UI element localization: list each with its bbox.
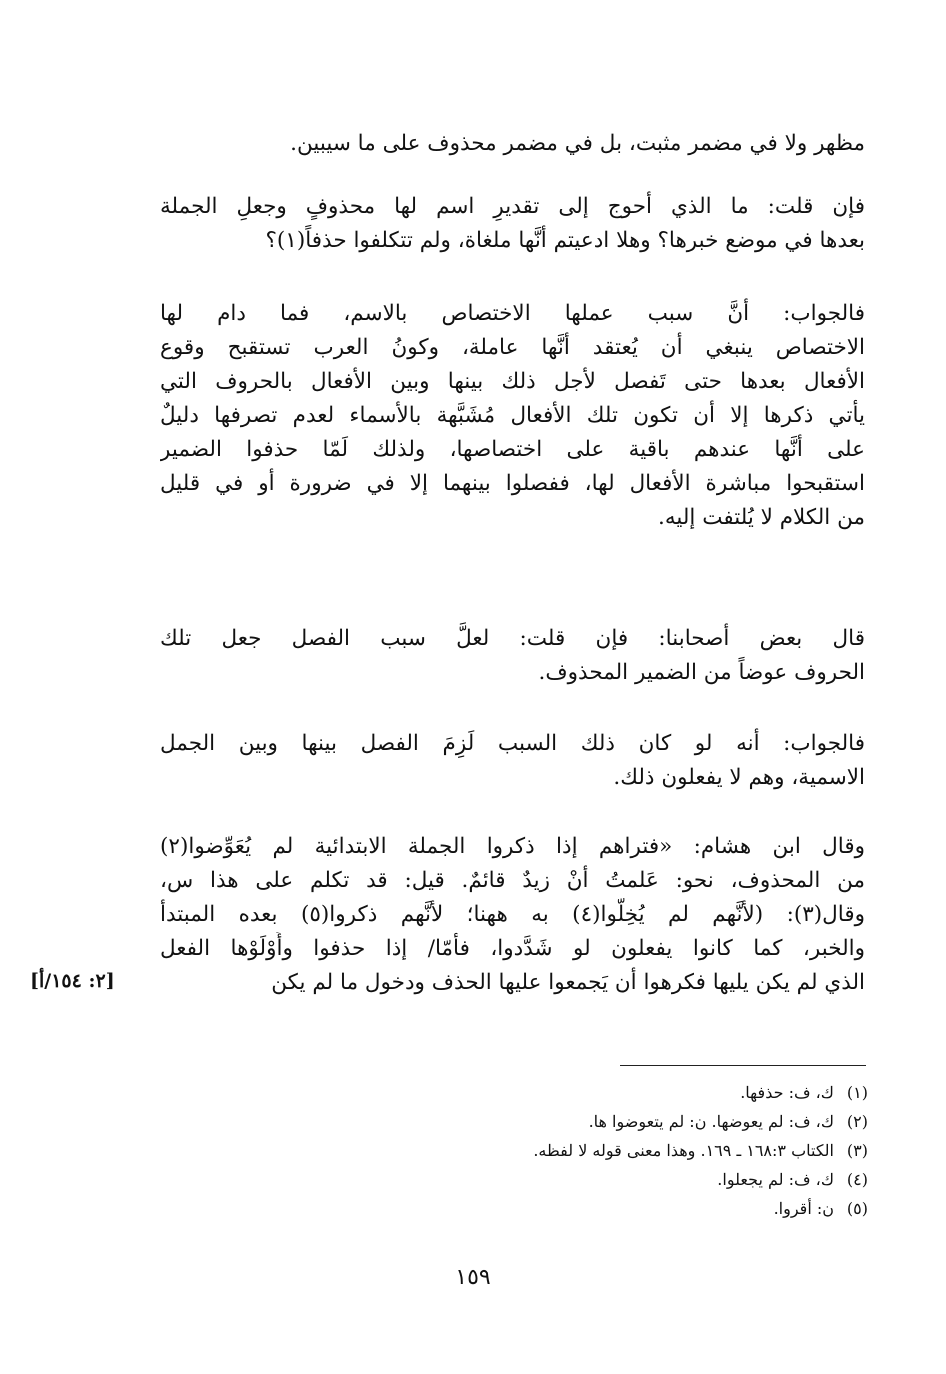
text-line: وقال(٣): (لأنَّهم لم يُخِلُّوا(٤) به ههنا؛ لأنَّهم ذكروا(٥) بعده المبتدأ — [160, 902, 865, 927]
footnote-text: ك، ف: لم يجعلوا. — [717, 1170, 834, 1189]
text-line: بعدها في موضع خبرها؟ وهلا ادعيتم أنَّها ملغاة، ولم تتكلفوا حذفاً(١)؟ — [265, 228, 865, 253]
footnote-text: ك، ف: لم يعوضها. ن: لم يتعوضوا ها. — [588, 1112, 834, 1131]
text-line: استقبحوا مباشرة الأفعال لها، ففصلوا بينهما إلا في ضرورة أو في قليل — [160, 471, 865, 496]
footnotes — [308, 1078, 868, 1223]
text-line: من الكلام لا يُلتفت إليه. — [658, 505, 865, 530]
footnote-text: ك، ف: حذفها. — [740, 1083, 834, 1102]
footnote-item — [308, 1078, 868, 1107]
text-line: الذي لم يكن يليها فكرهوا أن يَجمعوا عليها الحذف ودخول ما لم يكن — [271, 970, 865, 995]
footnote-item — [308, 1107, 868, 1136]
text-line: فالجواب: أنه لو كان ذلك السبب لَزِمَ الفصل بينها وبين الجمل — [160, 731, 865, 756]
paragraph-6 — [160, 830, 865, 1000]
footnote-item — [308, 1136, 868, 1165]
paragraph-3 — [160, 297, 865, 535]
footnote-item — [308, 1165, 868, 1194]
text-line: يأتي ذكرها إلا أن تكون تلك الأفعال مُشَبَّهة بالأسماء لعدم تصرفها دليلٌ — [160, 403, 865, 428]
marginal-reference: [٢: ١٥٤/أ] — [30, 970, 115, 992]
text-line: وقال ابن هشام: «فتراهم إذا ذكروا الجملة الابتدائية لم يُعَوِّضوا(٢) — [160, 834, 865, 859]
paragraph-1 — [160, 127, 865, 161]
text-line: قال بعض أصحابنا: فإن قلت: لعلَّ سبب الفصل جعل تلك — [160, 626, 865, 651]
text-line: الاختصاص ينبغي أن يُعتقد أنَّها عاملة، وكونُ العرب تستقبح وقوع — [160, 335, 865, 360]
text-line: الحروف عوضاً من الضمير المحذوف. — [538, 660, 865, 685]
footnote-item — [308, 1194, 868, 1223]
text-line: والخبر، كما كانوا يفعلون لو شَدَّدوا، فأمّا/ إذا حذفوا وأَوْلَوْها الفعل — [160, 936, 865, 961]
paragraph-4 — [160, 622, 865, 690]
paragraph-5 — [160, 727, 865, 795]
text-line: على أنَّها عندهم باقية على اختصاصها، ولذلك لَمّا حذفوا الضمير — [160, 437, 865, 462]
text-line: الأفعال بعدها حتى تَفصل لأجل ذلك بينها وبين الأفعال بالحروف التي — [160, 369, 865, 394]
footnote-number: (٣) — [846, 1141, 868, 1160]
footnote-text: ن: أقروا. — [773, 1199, 834, 1218]
text-line: مظهر ولا في مضمر مثبت، بل في مضمر محذوف على ما سيبين. — [290, 131, 865, 156]
footnote-number: (٢) — [846, 1112, 868, 1131]
page-number: ١٥٩ — [455, 1265, 491, 1290]
paragraph-2 — [160, 190, 865, 258]
text-line: فالجواب: أنَّ سبب عملها الاختصاص بالاسم، فما دام لها — [160, 301, 865, 326]
footnote-number: (١) — [846, 1083, 868, 1102]
text-line: فإن قلت: ما الذي أحوج إلى تقديرِ اسم لها محذوفٍ وجعلِ الجملة — [160, 194, 865, 219]
text-line: من المحذوف، نحو: عَلمتُ أنْ زيدٌ قائمٌ. قيل: قد تكلم على هذا س، — [160, 868, 865, 893]
footnote-number: (٤) — [846, 1170, 868, 1189]
footnote-separator — [620, 1065, 866, 1066]
footnote-number: (٥) — [846, 1199, 868, 1218]
footnote-text: الكتاب ١٦٨:٣ ـ ١٦٩. وهذا معنى قوله لا لفظه. — [533, 1141, 834, 1160]
text-line: الاسمية، وهم لا يفعلون ذلك. — [613, 765, 865, 790]
